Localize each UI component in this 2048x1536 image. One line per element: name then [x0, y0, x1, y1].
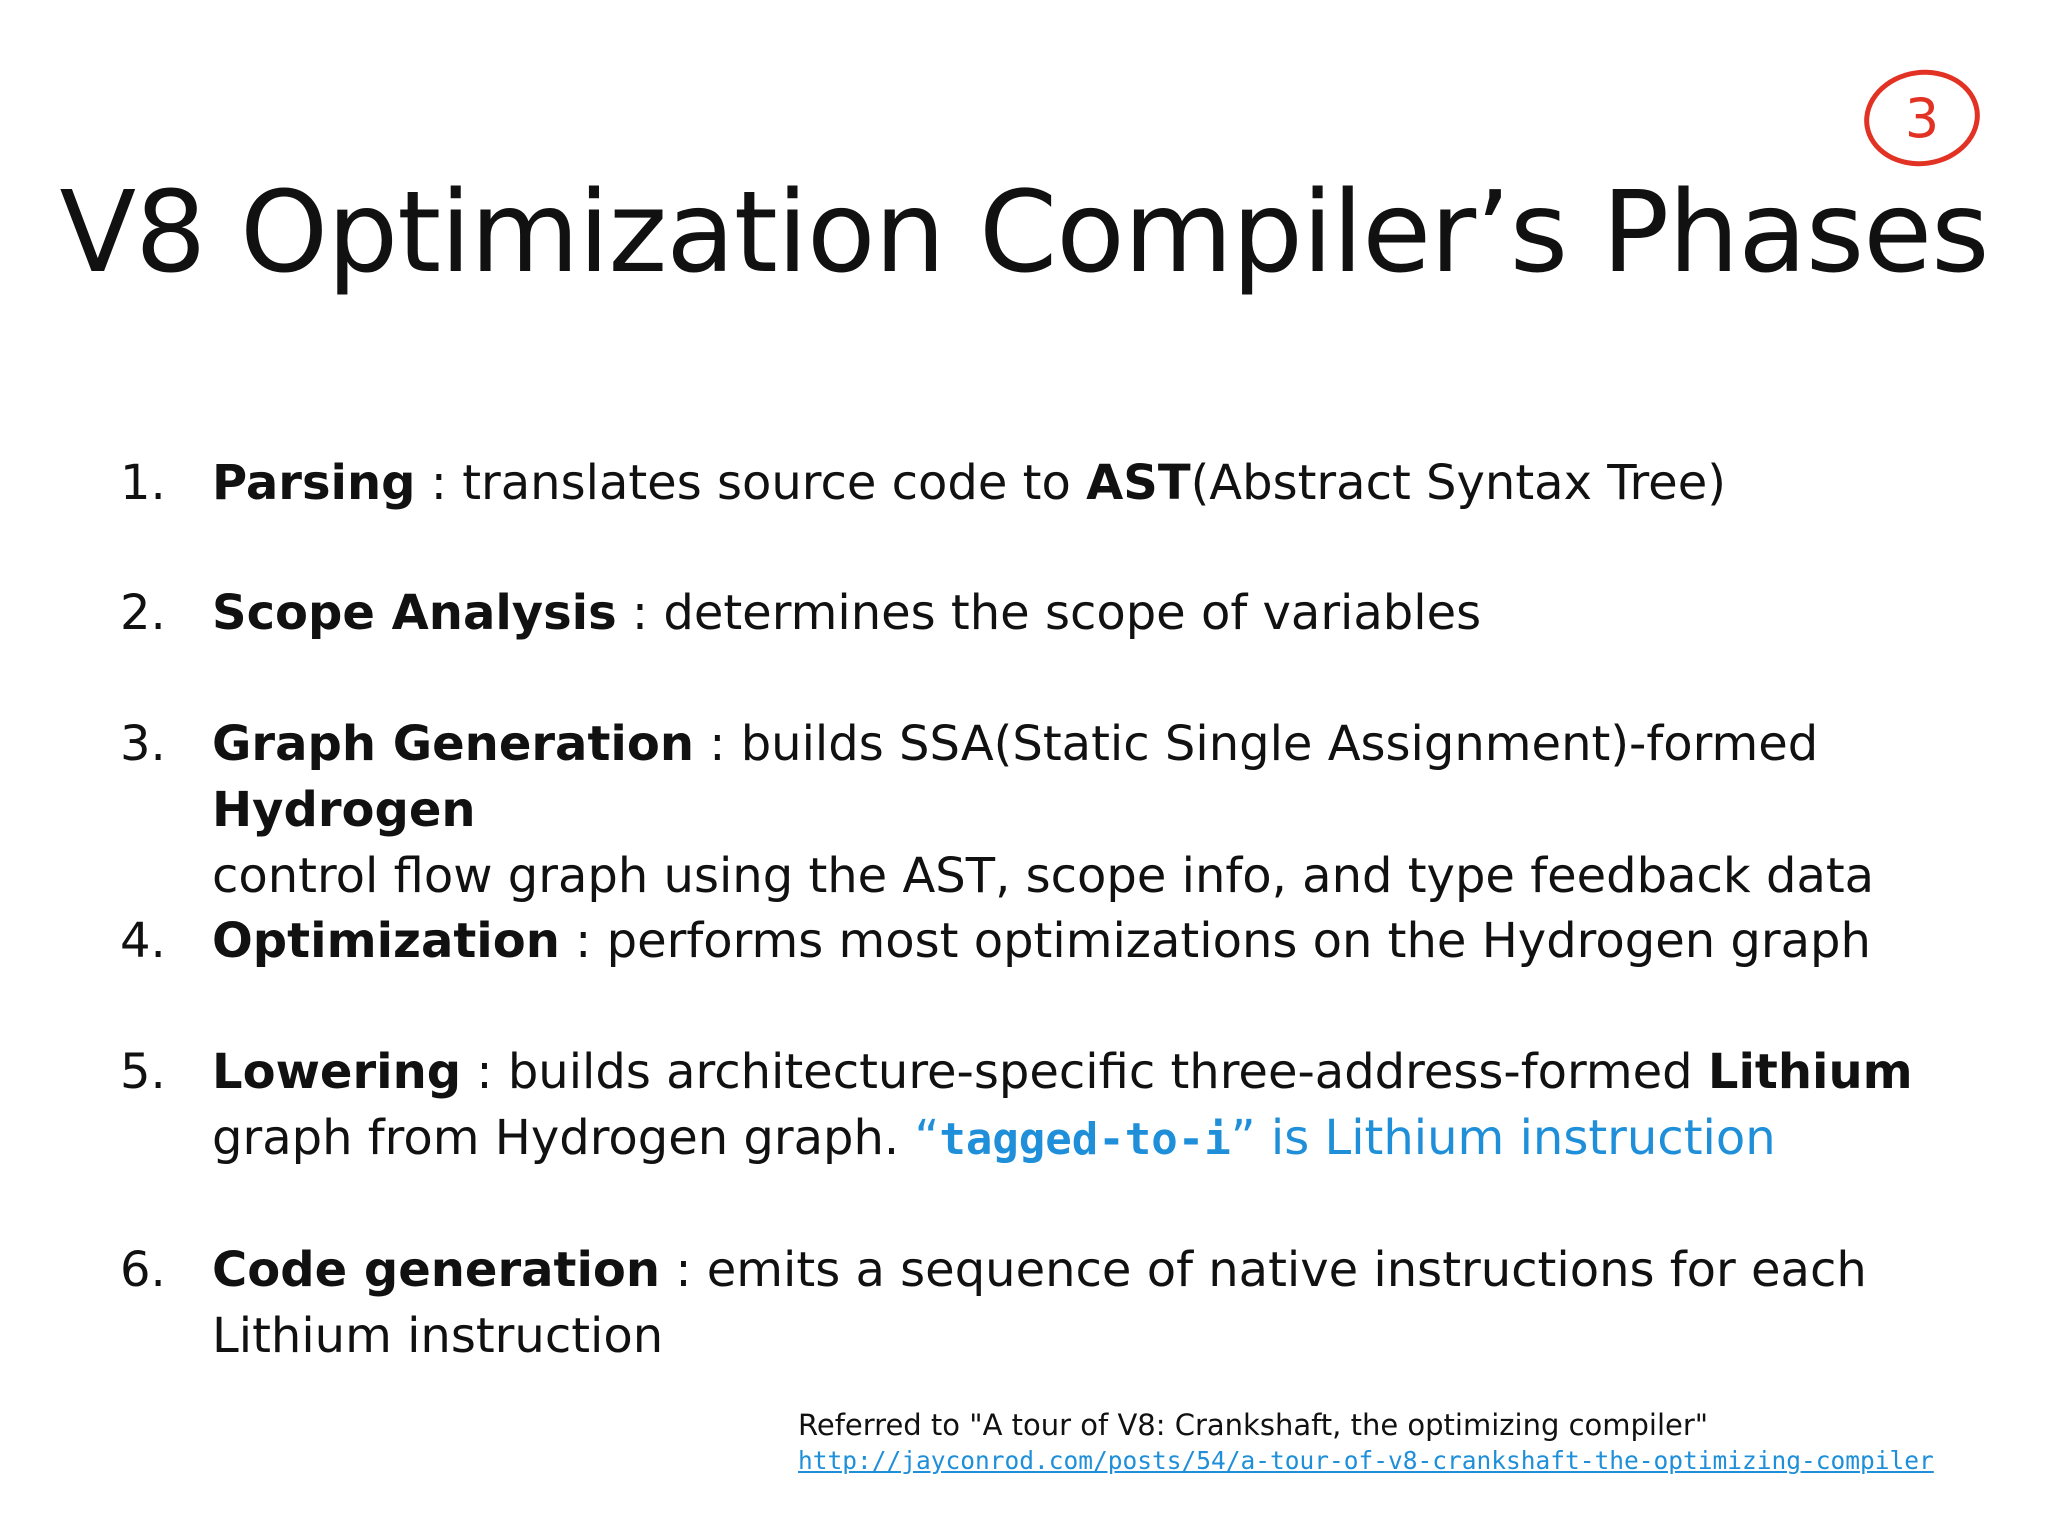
page-number: 3	[1904, 86, 1940, 150]
phase-name: Optimization	[212, 913, 560, 969]
phase-text: translates source code to	[462, 455, 1087, 511]
phase-text: builds architecture-specific three-address-formed	[507, 1044, 1708, 1100]
phase-text: performs most optimizations on the Hydrogen graph	[606, 913, 1871, 969]
phase-number: 2.	[120, 585, 166, 641]
phase-name: Graph Generation	[212, 716, 694, 772]
phase-text: builds SSA(Static Single Assignment)-formed	[740, 716, 1819, 772]
phase-name: Code generation	[212, 1242, 661, 1298]
phase-name: Scope Analysis	[212, 585, 617, 641]
phase-text-cont: (Abstract Syntax Tree)	[1190, 455, 1726, 511]
phase-description	[212, 450, 1972, 516]
phase-number: 5.	[120, 1044, 166, 1100]
phase-separator: :	[616, 585, 664, 641]
phase-separator: :	[415, 455, 463, 511]
reference-text: Referred to "A tour of V8: Crankshaft, the optimizing compiler"	[798, 1408, 1709, 1442]
phase-description	[212, 711, 1972, 909]
phase-text-cont: control flow graph using the AST, scope info, and type feedback data	[212, 848, 1875, 904]
phase-keyword: Hydrogen	[212, 782, 476, 838]
phase-description	[212, 1237, 1972, 1369]
phase-text-cont: graph from Hydrogen graph.	[212, 1110, 915, 1166]
phase-description	[212, 580, 1972, 646]
phase-separator: :	[660, 1242, 707, 1298]
phase-separator: :	[461, 1044, 508, 1100]
phase-name: Lowering	[212, 1044, 462, 1100]
note-open-quote: “	[914, 1110, 940, 1166]
phase-number: 6.	[120, 1242, 166, 1298]
phase-keyword: AST	[1086, 455, 1191, 511]
phase-description	[212, 908, 1972, 974]
phase-separator: :	[694, 716, 741, 772]
phase-name: Parsing	[212, 455, 416, 511]
phase-text: emits a sequence of native instructions for each Lithium instruction	[212, 1242, 1867, 1364]
slide-title: V8 Optimization Compiler’s Phases	[59, 168, 1989, 298]
phase-keyword: Lithium	[1707, 1044, 1913, 1100]
phase-text: determines the scope of variables	[663, 585, 1482, 641]
reference-link[interactable]: http://jayconrod.com/posts/54/a-tour-of-v8-crankshaft-the-optimizing-compiler	[798, 1446, 1934, 1475]
note-close-quote: ”	[1230, 1110, 1256, 1166]
phase-separator: :	[559, 913, 607, 969]
page-number-badge	[1858, 62, 1986, 173]
phase-number: 4.	[120, 913, 166, 969]
note-code: tagged-to-i	[939, 1114, 1231, 1165]
note-text: is Lithium instruction	[1255, 1110, 1776, 1166]
reference	[798, 1406, 2018, 1478]
phase-description	[212, 1039, 1972, 1173]
phase-number: 3.	[120, 716, 166, 772]
phase-number: 1.	[120, 455, 166, 511]
